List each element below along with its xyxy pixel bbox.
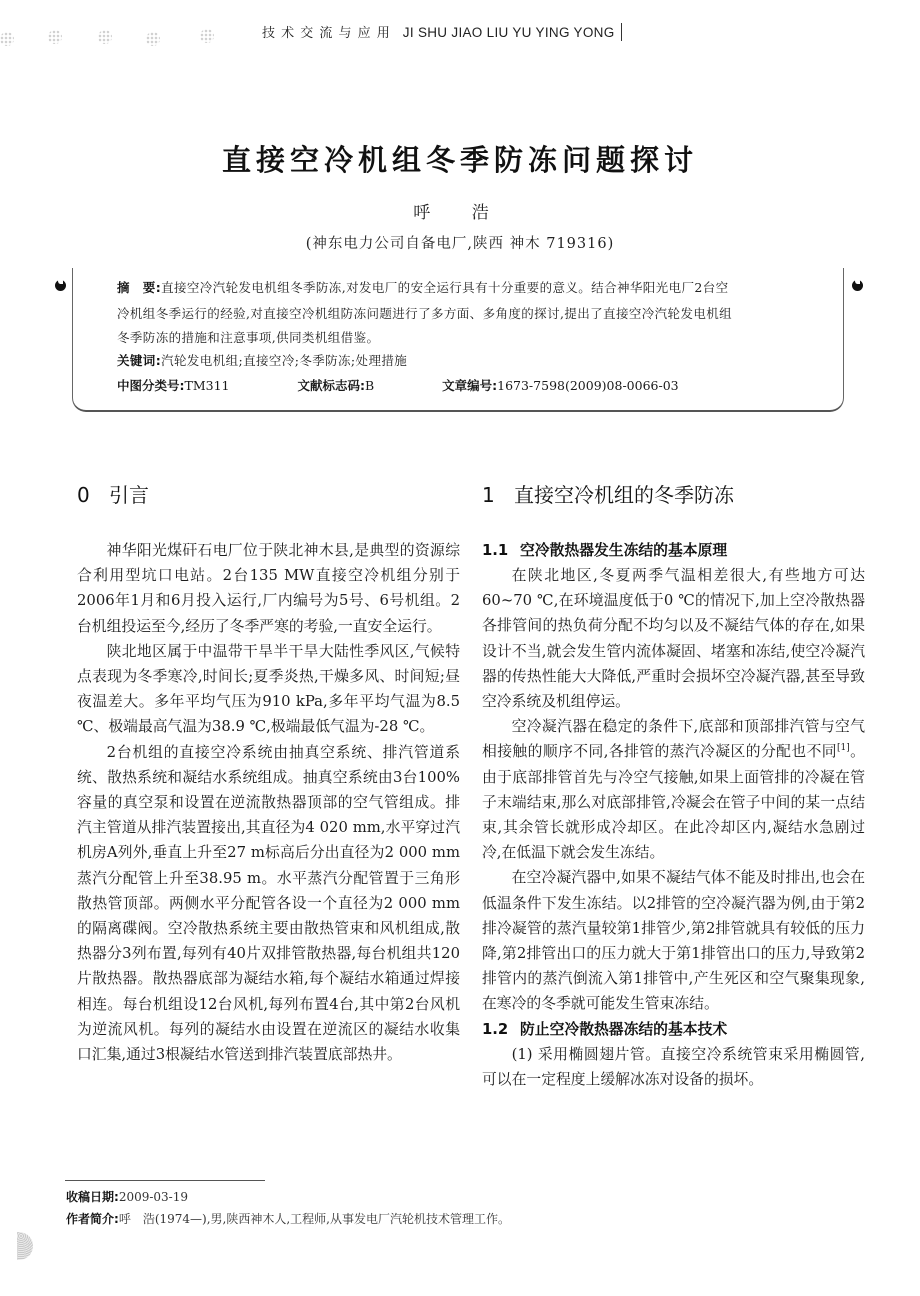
abstract-text: 直接空冷汽轮发电机组冬季防冻,对发电厂的安全运行具有十分重要的意义。结合神华阳光电厂2台空 bbox=[161, 280, 729, 295]
paragraph: 陕北地区属于中温带干旱半干旱大陆性季风区,气候特点表现为冬季寒冷,时间长;夏季炎热,干燥多风、时间短;昼夜温差大。多年平均气压为910 kPa,多年平均气温为8.5 ℃、极端最高气温为38.9 ℃,极端最低气温为-28 ℃。 bbox=[77, 642, 460, 736]
abstract-box bbox=[72, 268, 844, 412]
section-name-cn: 技 术 交 流 与 应 用 bbox=[262, 26, 391, 41]
received-label: 收稿日期: bbox=[66, 1190, 119, 1204]
subsection-number: 1.1 bbox=[482, 542, 509, 559]
paragraph: 2台机组的直接空冷系统由抽真空系统、排汽管道系统、散热系统和凝结水系统组成。抽真空系统由3台100%容量的真空泵和设置在逆流散热器顶部的空气管组成。排汽主管道从排汽装置接出,其直径为4 020 mm,水平穿过汽机房A列外,垂直上升至27 m标高后分出直径为2 000 mm蒸汽分配管上升至38.95 m。水平蒸汽分配管置于三角形散热管顶部。两侧水平分配管各设一个直径为2 000 mm的隔离碟阀。空冷散热系统主要由散热管束和风机组成,散热器分3列布置,每列有40片双排管散热器,每台机组共120片散热器。散热器底部为凝结水箱,每个凝结水箱通过焊接相连。每台机组设12台风机,每列布置4台,其中第2台风机为逆流风机。每列的凝结水由设置在逆流区的凝结水收集口汇集,通过3根凝结水管送到排汽装置底部热井。 bbox=[77, 743, 460, 1064]
scan-speck bbox=[146, 32, 160, 46]
section-number: 1 bbox=[482, 483, 495, 507]
paragraph: (1) 采用椭圆翅片管。直接空冷系统管束采用椭圆管,可以在一定程度上缓解冰冻对设备的损坏。 bbox=[482, 1045, 865, 1088]
clc-label: 中图分类号: bbox=[117, 378, 185, 393]
subsection-title: 空冷散热器发生冻结的基本原理 bbox=[520, 542, 728, 559]
left-column bbox=[77, 480, 460, 1067]
scan-speck bbox=[48, 30, 62, 44]
abstract-line-3: 冬季防冻的措施和注意事项,供同类机组借鉴。 bbox=[117, 330, 380, 345]
article-title: 直接空冷机组冬季防冻问题探讨 bbox=[221, 143, 698, 177]
running-header bbox=[262, 22, 622, 41]
abstract-line-1 bbox=[117, 278, 729, 296]
scan-speck bbox=[98, 30, 112, 44]
subsection-heading-1-1 bbox=[482, 538, 865, 563]
author-bio bbox=[66, 1210, 510, 1227]
bio-text: 呼 浩(1974—),男,陕西神木人,工程师,从事发电厂汽轮机技术管理工作。 bbox=[118, 1212, 510, 1226]
paragraph: 在空冷凝汽器中,如果不凝结气体不能及时排出,也会在低温条件下发生冻结。以2排管的空冷凝汽器为例,由于第2排冷凝管的蒸汽量较第1排管少,第2排管就具有较低的压力降,第2排管出口的压力就大于第1排管出口的压力,导致第2排管内的蒸汽倒流入第1排管中,产生死区和空气聚集现象,在寒冷的冬季就可能发生管束冻结。 bbox=[482, 869, 865, 1013]
footnote-divider bbox=[65, 1180, 265, 1181]
author-name: 呼 浩 bbox=[413, 203, 507, 223]
paragraph bbox=[482, 714, 865, 865]
article-no-value: 1673-7598(2009)08-0066-03 bbox=[497, 378, 679, 393]
subsection-title: 防止空冷散热器冻结的基本技术 bbox=[520, 1020, 728, 1038]
subsection-number: 1.2 bbox=[482, 1020, 509, 1038]
paragraph-text: 空冷凝汽器在稳定的条件下,底部和顶部排汽管与空气相接触的顺序不同,各排管的蒸汽冷凝区的分配也不同 bbox=[482, 718, 865, 761]
section-title: 直接空冷机组的冬季防冻 bbox=[514, 483, 734, 507]
doc-code-label: 文献标志码: bbox=[297, 378, 365, 393]
scan-speck bbox=[200, 29, 214, 43]
keywords-line bbox=[117, 351, 407, 369]
classification-line bbox=[117, 376, 679, 394]
section-heading-1 bbox=[482, 480, 865, 524]
scan-noise bbox=[0, 26, 240, 56]
bullet-left-icon bbox=[55, 280, 66, 291]
clc-value: TM311 bbox=[184, 378, 230, 393]
keywords-label: 关键词: bbox=[117, 353, 162, 368]
abstract-label: 摘 要: bbox=[117, 280, 162, 295]
scan-smudge bbox=[17, 1232, 33, 1260]
section-number: 0 bbox=[77, 483, 90, 507]
subsection-heading-1-2 bbox=[482, 1017, 865, 1042]
header-divider bbox=[621, 23, 622, 41]
paragraph: 在陕北地区,冬夏两季气温相差很大,有些地方可达60~70 ℃,在环境温度低于0 ℃的情况下,加上空冷散热器各排管间的热负荷分配不均匀以及不凝结气体的存在,如果设计不当,就会发生管内流体凝固、堵塞和冻结,使空冷凝汽器的传热性能大大降低,严重时会损坏空冷凝汽器,甚至导致空冷系统及机组停运。 bbox=[482, 567, 865, 711]
abstract-line-2: 冷机组冬季运行的经验,对直接空冷机组防冻问题进行了多方面、多角度的探讨,提出了直接空冷汽轮发电机组 bbox=[117, 306, 733, 321]
scan-speck bbox=[0, 32, 14, 46]
paragraph-text: 。由于底部排管首先与冷空气接触,如果上面管排的冷凝在管子末端结束,那么对底部排管,冷凝会在管子中间的某一点结束,其余管长就形成冷却区。在此冷却区内,凝结水急剧过冷,在低温下就会发生冻结。 bbox=[482, 743, 865, 862]
author-affiliation: (神东电力公司自备电厂,陕西 神木 719316) bbox=[305, 236, 615, 252]
bio-label: 作者简介: bbox=[66, 1212, 119, 1226]
received-date bbox=[66, 1188, 188, 1205]
doc-code-value: B bbox=[364, 378, 375, 393]
section-title: 引言 bbox=[109, 483, 149, 507]
received-value: 2009-03-19 bbox=[118, 1190, 188, 1204]
right-column bbox=[482, 480, 865, 1092]
paragraph: 神华阳光煤矸石电厂位于陕北神木县,是典型的资源综合利用型坑口电站。2台135 MW直接空冷机组分别于2006年1月和6月投入运行,厂内编号为5号、6号机组。2台机组投运至今,经历了冬季严寒的考验,一直安全运行。 bbox=[77, 542, 460, 635]
section-name-en: JI SHU JIAO LIU YU YING YONG bbox=[402, 25, 615, 40]
bullet-right-icon bbox=[852, 280, 863, 291]
article-no-label: 文章编号: bbox=[442, 378, 498, 393]
section-heading-0 bbox=[77, 480, 460, 524]
citation-link[interactable]: [1] bbox=[837, 743, 850, 754]
keywords-text: 汽轮发电机组;直接空冷;冬季防冻;处理措施 bbox=[161, 353, 408, 368]
